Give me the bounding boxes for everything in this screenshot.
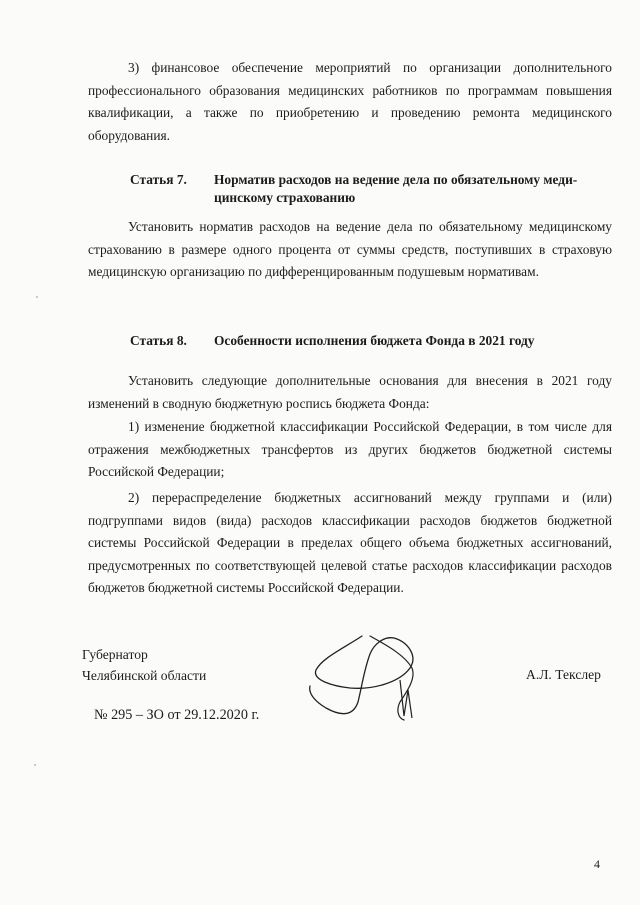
article-7-text: Установить норматив расходов на ведение дела по обязательному медицинскому страхованию в размере одного процента от суммы средств, поступивших в страховую медицинскую организацию по дифференцированным подушевым нормативам. [88,219,612,280]
signatory-title-line1: Губернатор [82,647,148,662]
signatory-title-line2: Челябинской области [82,668,207,683]
page-number: 4 [594,857,600,871]
article-8-item-2: 2) перераспределение бюджетных ассигнований между группами и (или) подгруппами видов (вида) расходов классификации расходов бюджетов бюджетной системы Российской Федерации в пределах общего объема бюджетных ассигнований, предусмотренных по соответствующей целевой статье расходов классификации расходов бюджетов бюджетной системы Российской Федерации. [88,490,612,596]
handwritten-signature [304,628,434,728]
article-7-title-line1: Норматив расходов на ведение дела по обязательному меди- [214,172,578,187]
signatory-name: А.Л. Текслер [526,667,601,682]
article-8-heading [130,332,614,350]
signatory-title [82,644,206,686]
article-8-label: Статья 8. [130,333,187,348]
article-8-title: Особенности исполнения бюджета Фонда в 2021 году [214,333,535,348]
article-7-label: Статья 7. [130,172,187,187]
article-7-heading [130,171,614,207]
law-number: № 295 – ЗО от 29.12.2020 г. [94,707,260,723]
article-8-item-1: 1) изменение бюджетной классификации Российской Федерации, в том числе для отражения межбюджетных трансфертов из других бюджетов бюджетной системы Российской Федерации; [88,419,612,480]
scan-speck [34,764,36,766]
scan-speck [36,296,38,298]
paragraph-item-3: 3) финансовое обеспечение мероприятий по организации дополнительного профессионального образования медицинских работников по программам повышения квалификации, а также по приобретению и проведению ремонта медицинского оборудования. [88,60,612,143]
article-8-intro: Установить следующие дополнительные основания для внесения в 2021 году изменений в сводную бюджетную роспись бюджета Фонда: [88,373,612,411]
article-7-title-line2: цинскому страхованию [214,190,356,205]
